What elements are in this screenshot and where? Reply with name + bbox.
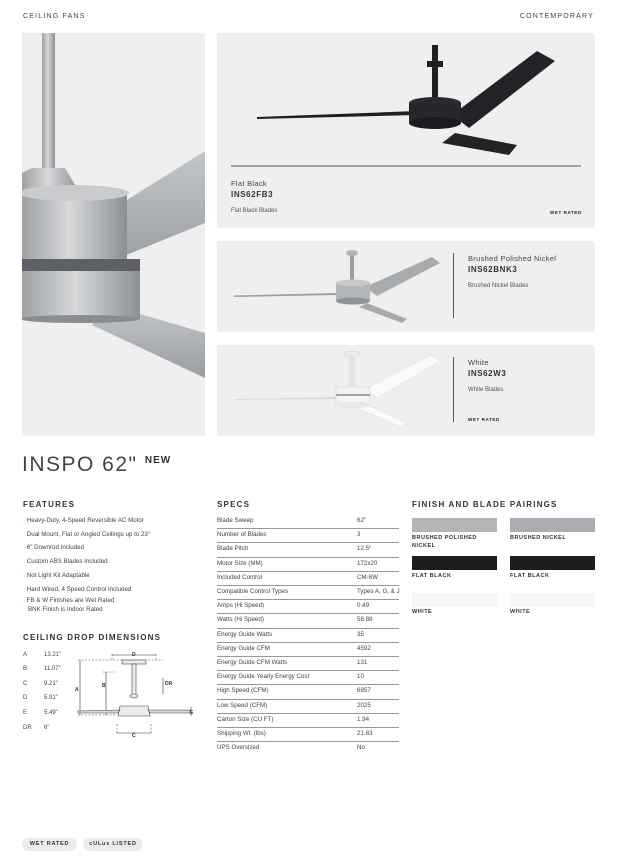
spec-label: Blade Sweep [217,517,254,524]
spec-row [217,599,399,614]
dimension-value: 13.21" [44,652,62,658]
finish-swatch [412,556,497,570]
spec-value: 62" [357,517,367,524]
dimension-label: A [23,652,28,658]
spec-value: 35 [357,630,364,638]
finish-swatch [412,593,497,607]
dimension-value: 9.21" [44,681,58,687]
finish-name: Brushed Polished Nickel [468,254,557,263]
spec-row [217,542,399,557]
dimension-label: DR [23,725,32,731]
finish-name: White [468,358,489,367]
product-card-flat-black [217,33,595,228]
blade-swatch-label: BRUSHED NICKEL [510,535,567,541]
feature-item: · Not Light Kit Adaptable [23,571,90,579]
blade-swatch [510,518,595,532]
dimension-row [23,710,58,716]
spec-label: Energy Guide Yearly Energy Cost [217,673,310,681]
category-label: CEILING FANS [23,13,86,20]
spec-label: High Speed (CFM) [217,687,269,695]
spec-label: Number of Blades [217,531,267,539]
blade-swatch [510,593,595,607]
dimension-label: E [23,710,28,716]
new-badge: NEW [144,455,172,466]
spec-value: 10 [357,673,364,681]
specs-heading: SPECS [217,500,251,509]
spec-label: Shipping Wt. (lbs) [217,730,266,737]
dimension-row [23,666,61,672]
spec-row [217,628,399,643]
dimension-diagram [73,650,198,740]
product-sku: INS62BNK3 [468,265,518,274]
spec-label: Watts (Hi Speed) [217,616,264,624]
spec-row [217,571,399,586]
spec-row [217,557,399,572]
product-title [22,453,171,477]
diagram-label-d: D [132,652,136,658]
spec-label: Carton Size (CU FT) [217,715,274,723]
product-name: INSPO 62" [22,453,138,476]
dimension-value: 11.07" [44,666,61,672]
spec-row [217,713,399,728]
features-heading: FEATURES [23,500,76,509]
spec-label: Blade Pitch [217,545,249,553]
spec-row [217,613,399,628]
feature-item: · Dual Mount, Flat or Angled Ceilings up to 23° [23,530,151,538]
spec-value: 6857 [357,687,371,695]
style-label: CONTEMPORARY [519,13,594,20]
spec-value: 2025 [357,701,371,709]
hero-image [22,33,205,436]
dimension-label: D [23,695,28,701]
dimension-label: B [23,666,28,672]
feature-item: · Custom ABS Blades Included [23,558,108,566]
finish-swatch [412,518,497,532]
feature-item: · Hard Wired, 4 Speed Control Included [23,585,132,593]
dimension-value: 6" [44,725,50,731]
spec-row [217,684,399,699]
spec-value: CM-6W [357,573,378,581]
blade-swatch-label: WHITE [510,609,531,615]
spec-value: 3 [357,531,361,539]
spec-label: Energy Guide CFM [217,644,270,652]
finish-swatch-label: WHITE [412,609,433,615]
dimension-row [23,695,58,701]
blade-description: Flat Black Blades [231,208,278,214]
dimension-row [23,725,50,731]
spec-label: Motor Size (MM) [217,559,263,567]
pairings-heading: FINISH AND BLADE PAIRINGS [412,500,558,509]
feature-item: · 6" Downrod Included [23,544,85,552]
feature-item: · Heavy-Duty, 4-Speed Reversible AC Motor [23,517,144,524]
fan-closeup-illustration [22,33,205,436]
spec-row [217,656,399,671]
spec-value: 58.88 [357,616,373,624]
blade-description: White Blades [468,387,504,393]
spec-label: Compatible Control Types [217,588,289,595]
dimension-row [23,681,58,687]
spec-value: 131 [357,659,368,666]
spec-row [217,514,399,529]
spec-label: Energy Guide Watts [217,630,273,638]
spec-row [217,727,399,742]
spec-label: UPS Oversized [217,744,260,752]
diagram-label-e: E [190,710,194,716]
diagram-label-dr: DR [165,681,173,687]
spec-value: Types A, G, & J [357,588,400,595]
spec-row [217,670,399,685]
spec-value: 4592 [357,644,371,652]
wet-rated-badge: WET RATED [468,417,500,422]
product-sku: INS62W3 [468,369,507,378]
product-sku: INS62FB3 [231,190,274,199]
brushed-nickel-fan-illustration [217,241,457,332]
finish-name: Flat Black [231,179,267,188]
product-card-white [217,345,595,436]
culus-listed-badge: cULus LISTED [83,838,143,851]
spec-value: 172x20 [357,559,378,567]
spec-value: 21.83 [357,730,373,737]
blade-swatch-label: FLAT BLACK [510,573,550,579]
diagram-label-b: B [102,683,106,689]
spec-value: 1.94 [357,715,370,723]
diagram-label-c: C [132,733,136,739]
dimension-label: C [23,681,28,687]
finish-swatch-label: FLAT BLACK [412,573,452,579]
blade-description: Brushed Nickel Blades [468,283,529,289]
spec-row [217,642,399,657]
wet-rated-certification-badge: WET RATED [22,838,77,851]
white-fan-illustration [217,345,457,436]
dimensions-heading: CEILING DROP DIMENSIONS [23,633,162,642]
spec-label: Energy Guide CFM Watts [217,659,288,666]
flat-black-fan-illustration [217,33,595,173]
spec-row [217,585,399,600]
spec-value: 12.5° [357,545,372,553]
blade-swatch [510,556,595,570]
spec-row [217,699,399,714]
spec-label: Amps (Hi Speed) [217,602,265,610]
spec-value: 0.49 [357,602,370,610]
features-list [23,514,208,614]
diagram-label-a: A [75,687,79,693]
finish-swatch-label: BRUSHED POLISHED NICKEL [412,535,477,549]
spec-label: Low Speed (CFM) [217,701,268,709]
dimension-value: 5.49" [44,710,58,716]
dimension-row [23,652,62,658]
wet-rated-badge: WET RATED [550,210,582,215]
feature-item: BNK Finish is Indoor Rated [28,606,103,614]
spec-row [217,528,399,543]
spec-label: Included Control [217,573,263,581]
dimension-value: 5.91" [44,695,58,701]
spec-row [217,741,399,755]
feature-item: · FB & W Finishes are Wet Rated [23,597,115,605]
product-card-brushed-nickel [217,241,595,332]
spec-value: No [357,744,365,752]
